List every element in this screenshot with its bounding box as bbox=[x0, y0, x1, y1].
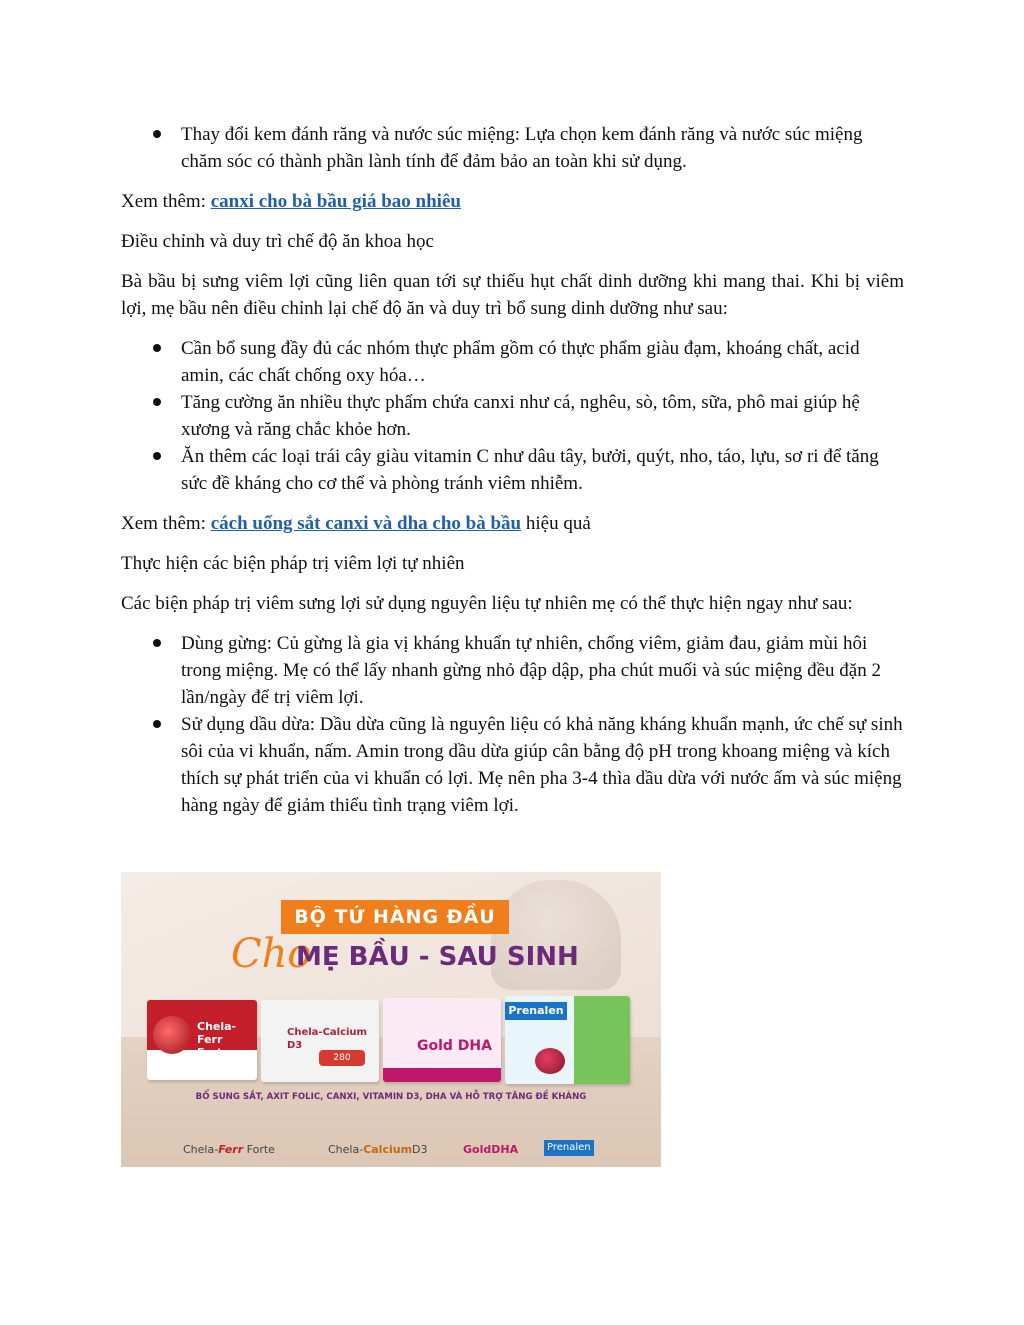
list-item-text: Cần bổ sung đầy đủ các nhóm thực phẩm gồm có thực phẩm giàu đạm, khoáng chất, acid amin, các chất chống oxy hóa… bbox=[181, 338, 860, 386]
list-item bbox=[121, 711, 904, 819]
see-more-line bbox=[121, 510, 904, 537]
banner-subtitle: MẸ BẦU - SAU SINH bbox=[296, 942, 579, 972]
heading-natural: Thực hiện các biện pháp trị viêm lợi tự nhiên bbox=[121, 553, 465, 574]
box-green-panel bbox=[574, 996, 630, 1084]
banner-cho-script: Cho bbox=[231, 931, 312, 977]
see-more-line bbox=[121, 188, 904, 215]
berries-icon bbox=[535, 1048, 565, 1074]
list-item bbox=[121, 121, 904, 175]
bullet-list-natural bbox=[121, 630, 904, 819]
list-item-text: Dùng gừng: Củ gừng là gia vị kháng khuẩn tự nhiên, chống viêm, giảm đau, giảm mùi hôi trong miệng. Mẹ có thể lấy nhanh gừng nhỏ đập dập, pha chút muối và súc miệng đều đặn 2 lần/ngày để trị viêm lợi. bbox=[181, 633, 881, 708]
link-canxi-price[interactable]: canxi cho bà bầu giá bao nhiêu bbox=[210, 191, 461, 212]
product-box-prenalen bbox=[505, 996, 630, 1084]
list-item-text: Thay đổi kem đánh răng và nước súc miệng: Lựa chọn kem đánh răng và nước súc miệng chăm sóc có thành phần lành tính để đảm bảo an toàn khi sử dụng. bbox=[181, 124, 863, 172]
brand-chela-ferr bbox=[183, 1143, 275, 1157]
brand-prenalen: Prenalen bbox=[544, 1140, 594, 1156]
box-label: Chela-Ferr Forte bbox=[197, 1020, 237, 1059]
banner-title: BỘ TỨ HÀNG ĐẦU bbox=[281, 900, 509, 934]
dose-badge: 280 bbox=[319, 1050, 365, 1066]
product-box-chela-ferr bbox=[147, 1000, 257, 1080]
heading-diet: Điều chỉnh và duy trì chế độ ăn khoa học bbox=[121, 231, 434, 252]
link-iron-calcium-dha[interactable]: cách uống sắt canxi và dha cho bà bầu bbox=[210, 513, 522, 534]
banner-tagline: BỔ SUNG SẮT, AXIT FOLIC, CANXI, VITAMIN D3, DHA VÀ HỖ TRỢ TĂNG ĐỀ KHÁNG bbox=[195, 1092, 587, 1102]
list-item bbox=[121, 335, 904, 389]
list-item bbox=[121, 443, 904, 497]
product-box-chela-calcium bbox=[261, 1000, 379, 1082]
list-item bbox=[121, 389, 904, 443]
product-banner-image bbox=[121, 872, 661, 1167]
brand-chela-calcium bbox=[328, 1143, 428, 1157]
pregnant-woman-illustration bbox=[491, 880, 621, 990]
bullet-list-top bbox=[121, 121, 904, 175]
box-color-strip bbox=[383, 1068, 501, 1082]
bullet-list-diet bbox=[121, 335, 904, 497]
bullet-icon bbox=[153, 398, 161, 406]
bullet-icon bbox=[153, 639, 161, 647]
brand-text: Chela- bbox=[183, 1143, 219, 1156]
list-item-text: Ăn thêm các loại trái cây giàu vitamin C như dâu tây, bưởi, quýt, nho, táo, lựu, sơ ri để tăng sức đề kháng cho cơ thể và phòng tránh viêm nhiễm. bbox=[181, 446, 879, 494]
brand-text: Forte bbox=[243, 1143, 275, 1156]
paragraph-diet: Bà bầu bị sưng viêm lợi cũng liên quan tới sự thiếu hụt chất dinh dưỡng khi mang thai. Khi bị viêm lợi, mẹ bầu nên điều chỉnh lại chế độ ăn và duy trì bổ sung dinh dưỡng như sau: bbox=[121, 271, 904, 319]
list-item bbox=[121, 630, 904, 711]
brand-text: Calcium bbox=[363, 1143, 413, 1156]
bullet-icon bbox=[153, 130, 161, 138]
see-more-prefix: Xem thêm: bbox=[121, 513, 211, 534]
brand-text: D3 bbox=[412, 1143, 428, 1156]
list-item-text: Sử dụng dầu dừa: Dầu dừa cũng là nguyên liệu có khả năng kháng khuẩn mạnh, ức chế sự sinh sôi của vi khuẩn, nấm. Amin trong dầu dừa giúp cân bằng độ pH trong khoang miệng và kích thích sự phát triển của vi khuẩn có lợi. Mẹ nên pha 3-4 thìa dầu dừa với nước ấm và súc miệng hàng ngày để giảm thiểu tình trạng viêm lợi. bbox=[181, 714, 903, 816]
iron-ball-icon bbox=[153, 1016, 191, 1054]
bullet-icon bbox=[153, 344, 161, 352]
see-more-suffix: hiệu quả bbox=[521, 513, 591, 534]
list-item-text: Tăng cường ăn nhiều thực phẩm chứa canxi như cá, nghêu, sò, tôm, sữa, phô mai giúp hệ xương và răng chắc khỏe hơn. bbox=[181, 392, 860, 440]
bullet-icon bbox=[153, 720, 161, 728]
paragraph-natural: Các biện pháp trị viêm sưng lợi sử dụng nguyên liệu tự nhiên mẹ có thể thực hiện ngay như sau: bbox=[121, 593, 853, 614]
box-label: Chela-Calcium D3 bbox=[287, 1027, 367, 1051]
see-more-prefix: Xem thêm: bbox=[121, 191, 211, 212]
brand-gold-dha: GoldDHA bbox=[463, 1143, 519, 1156]
box-label: Prenalen bbox=[505, 1002, 567, 1020]
box-label: Gold DHA bbox=[417, 1038, 492, 1054]
brand-text: Ferr bbox=[218, 1143, 244, 1156]
brand-text: Chela- bbox=[328, 1143, 364, 1156]
document-body bbox=[121, 121, 904, 819]
product-box-gold-dha bbox=[383, 998, 501, 1082]
bullet-icon bbox=[153, 452, 161, 460]
